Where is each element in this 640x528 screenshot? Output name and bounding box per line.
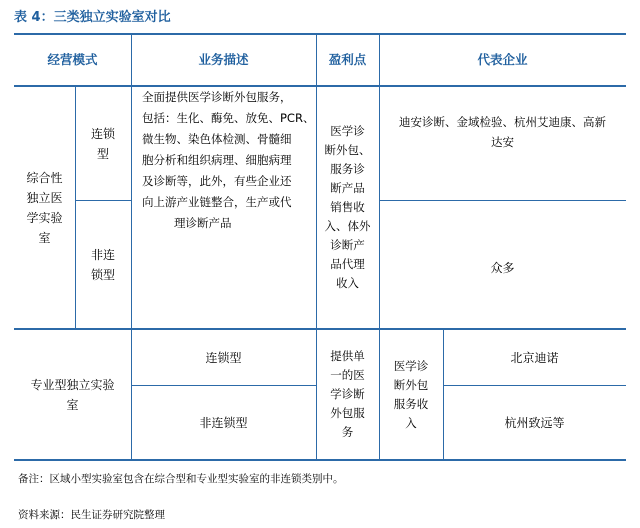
specialized-nonchain-company: 杭州致远等 — [504, 415, 565, 430]
chain-type-line: 连锁 — [90, 126, 115, 141]
chain-type-line: 型 — [96, 146, 109, 161]
business-desc-line: 微生物、染色体检测、骨髓细 — [142, 132, 292, 146]
table-note: 备注：区域小型实验室包含在综合型和专业型实验室的非连锁类别中。 — [18, 473, 344, 485]
specialized-label-line: 专业型独立实验 — [30, 377, 115, 392]
comprehensive-label-line: 综合性 — [26, 170, 63, 185]
profit-line: 断产品 — [330, 181, 365, 195]
nonchain-type-line: 锁型 — [90, 267, 115, 282]
specialized-business-line: 提供单 — [330, 349, 365, 363]
specialized-business-line: 学诊断 — [330, 387, 365, 401]
specialized-profit — [379, 330, 443, 459]
nonchain-type-line: 非连 — [90, 247, 115, 262]
comprehensive-label-line: 独立医 — [26, 190, 63, 205]
comprehensive-label-line: 室 — [38, 230, 51, 245]
specialized-business-line: 一的医 — [330, 368, 365, 382]
specialized-nonchain-type: 非连锁型 — [199, 415, 248, 430]
business-desc-line: 全面提供医学诊断外包服务， — [142, 90, 292, 104]
table-bottom-rule — [14, 459, 626, 461]
profit-line: 收入 — [336, 276, 359, 290]
profit-line: 服务诊 — [330, 162, 365, 176]
specialized-label-line: 室 — [66, 397, 79, 412]
business-desc-line: 理诊断产品 — [174, 216, 232, 230]
header-mode: 经营模式 — [47, 52, 98, 67]
specialized-business-desc — [316, 330, 379, 459]
specialized-label — [14, 330, 131, 459]
source-note: 资料来源：民生证券研究院整理 — [18, 509, 165, 521]
profit-line: 医学诊 — [330, 124, 365, 138]
comprehensive-business-desc — [138, 87, 316, 328]
specialized-chain-company: 北京迪诺 — [510, 350, 559, 365]
business-desc-line: 向上游产业链整合，生产或代 — [142, 195, 292, 209]
profit-line: 销售收 — [330, 200, 365, 214]
specialized-business-line: 务 — [341, 425, 354, 439]
comprehensive-label — [14, 87, 75, 328]
header-business: 业务描述 — [198, 52, 249, 67]
specialized-profit-line: 断外包 — [393, 377, 429, 392]
business-desc-line: 及诊断等，此外，有些企业还 — [142, 174, 292, 188]
comprehensive-nonchain-type — [75, 201, 131, 328]
comprehensive-chain-companies — [379, 112, 626, 172]
companies-line: 达安 — [491, 135, 514, 149]
comprehensive-chain-type — [75, 87, 131, 200]
profit-line: 品代理 — [330, 257, 365, 271]
profit-line: 入、体外 — [324, 219, 371, 233]
specialized-profit-line: 服务收 — [393, 396, 429, 411]
specialized-chain-type: 连锁型 — [205, 350, 242, 365]
specialized-profit-line: 医学诊 — [393, 358, 429, 373]
companies-line: 迪安诊断、金域检验、杭州艾迪康、高新 — [399, 115, 606, 129]
business-desc-line: 包括：生化、酶免、放免、PCR、 — [142, 111, 315, 125]
header-profit: 盈利点 — [328, 52, 367, 67]
comprehensive-label-line: 学实验 — [26, 210, 63, 225]
comprehensive-profit — [316, 87, 379, 328]
specialized-profit-line: 入 — [405, 415, 417, 430]
comprehensive-nonchain-companies: 众多 — [490, 260, 515, 275]
business-desc-line: 胞分析和组织病理、细胞病理 — [142, 153, 292, 167]
specialized-business-line: 外包服 — [330, 406, 365, 420]
header-companies: 代表企业 — [477, 52, 528, 67]
table-title: 表 4：三类独立实验室对比 — [14, 10, 171, 25]
profit-line: 断外包、 — [324, 143, 371, 157]
profit-line: 诊断产 — [330, 238, 365, 252]
